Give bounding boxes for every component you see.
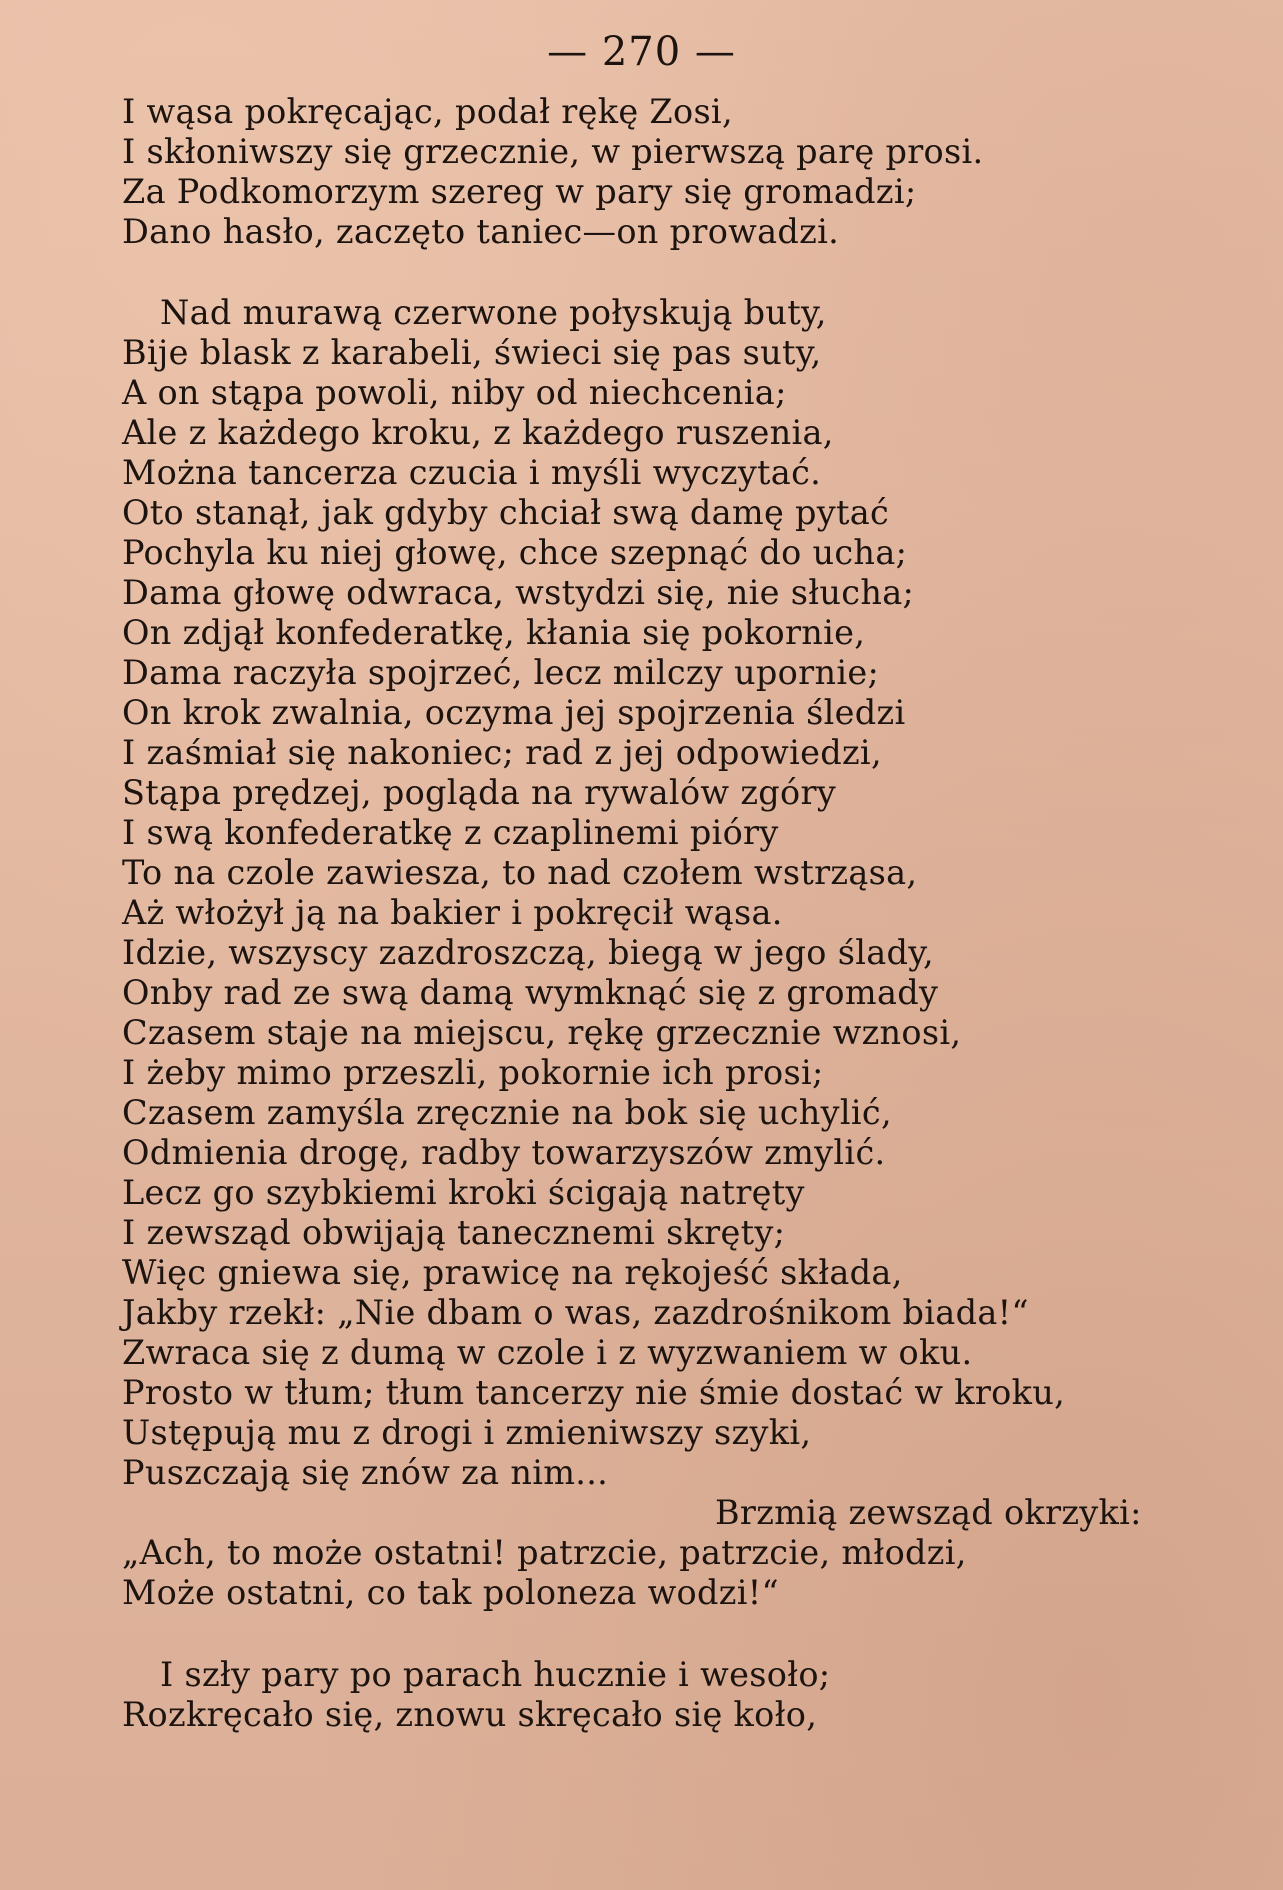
poem-line: I zewsząd obwijają tanecznemi skręty;: [122, 1213, 786, 1252]
poem-line: To na czole zawiesza, to nad czołem wstrząsa,: [122, 853, 918, 892]
poem-line: Aż włożył ją na bakier i pokręcił wąsa.: [122, 893, 783, 932]
poem-line: Bije blask z karabeli, świeci się pas suty,: [122, 333, 822, 372]
poem-line: I wąsa pokręcając, podał rękę Zosi,: [122, 92, 733, 131]
poem-line: Oto stanął, jak gdyby chciał swą damę pytać: [122, 493, 890, 532]
poem-line: Czasem zamyśla zręcznie na bok się uchylić,: [122, 1093, 892, 1132]
poem-line: Czasem staje na miejscu, rękę grzecznie wznosi,: [122, 1013, 962, 1052]
poem-line: Nad murawą czerwone połyskują buty,: [160, 293, 827, 332]
poem-line: Można tancerza czucia i myśli wyczytać.: [122, 453, 822, 492]
poem-line: Za Podkomorzym szereg w pary się gromadzi;: [122, 172, 917, 211]
poem-line: Lecz go szybkiemi kroki ścigają natręty: [122, 1173, 805, 1212]
poem-line: On krok zwalnia, oczyma jej spojrzenia śledzi: [122, 693, 906, 732]
poem-line: Pochyla ku niej głowę, chce szepnąć do ucha;: [122, 533, 908, 572]
poem-line: Więc gniewa się, prawicę na rękojeść składa,: [122, 1253, 903, 1292]
poem-line: A on stąpa powoli, niby od niechcenia;: [122, 373, 787, 412]
poem-line: I szły pary po parach hucznie i wesoło;: [160, 1655, 831, 1694]
poem-line: Dama raczyła spojrzeć, lecz milczy upornie;: [122, 653, 880, 692]
poem-line: I swą konfederatkę z czaplinemi pióry: [122, 813, 779, 852]
poem-line: „Ach, to może ostatni! patrzcie, patrzcie, młodzi,: [122, 1533, 967, 1572]
poem-line: Prosto w tłum; tłum tancerzy nie śmie dostać w kroku,: [122, 1373, 1066, 1412]
poem-line: Dama głowę odwraca, wstydzi się, nie słucha;: [122, 573, 915, 612]
poem-line: Ustępują mu z drogi i zmieniwszy szyki,: [122, 1413, 812, 1452]
page-number: — 270 —: [547, 29, 736, 75]
poem-line: On zdjął konfederatkę, kłania się pokornie,: [122, 613, 866, 652]
poem-line: I żeby mimo przeszli, pokornie ich prosi;: [122, 1053, 824, 1092]
poem-line: Ale z każdego kroku, z każdego ruszenia,: [122, 413, 834, 452]
poem-line: Dano hasło, zaczęto taniec—on prowadzi.: [122, 212, 840, 251]
poem-line: Odmienia drogę, radby towarzyszów zmylić.: [122, 1133, 886, 1172]
poem-line: Idzie, wszyscy zazdroszczą, biegą w jego ślady,: [122, 933, 934, 972]
poem-line: Onby rad ze swą damą wymknąć się z gromady: [122, 973, 939, 1012]
poem-line: Brzmią zewsząd okrzyki:: [715, 1493, 1142, 1532]
poem-line: Stąpa prędzej, pogląda na rywalów zgóry: [122, 773, 837, 812]
poem-line: I skłoniwszy się grzecznie, w pierwszą parę prosi.: [122, 132, 984, 171]
poem-line: Zwraca się z dumą w czole i z wyzwaniem w oku.: [122, 1333, 973, 1372]
poem-line: I zaśmiał się nakoniec; rad z jej odpowiedzi,: [122, 733, 882, 772]
poem-line: Puszczają się znów za nim...: [122, 1453, 609, 1492]
poem-line: Może ostatni, co tak poloneza wodzi!“: [122, 1573, 779, 1612]
poem-line: Rozkręcało się, znowu skręcało się koło,: [122, 1695, 818, 1734]
poem-line: Jakby rzekł: „Nie dbam o was, zazdrośnikom biada!“: [122, 1293, 1029, 1332]
